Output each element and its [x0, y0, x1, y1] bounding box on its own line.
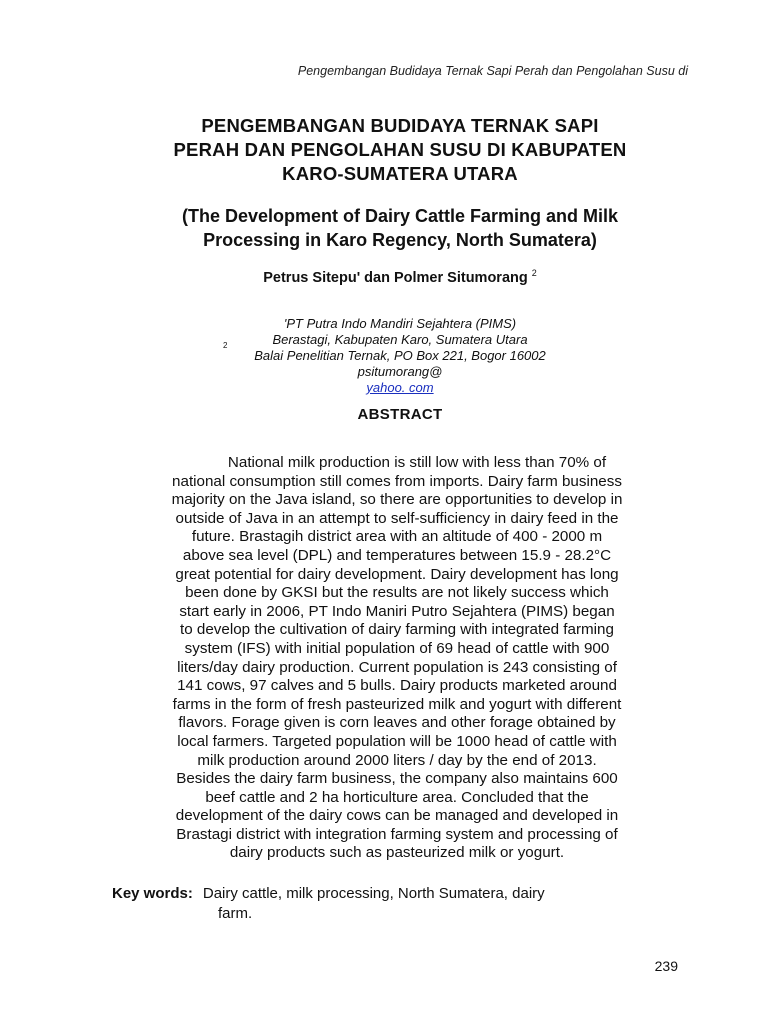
affiliation-line: 'PT Putra Indo Mandiri Sejahtera (PIMS): [283, 316, 517, 331]
abstract-line: Brastagi district with integration farming system and processing of: [176, 825, 618, 843]
email-domain-link[interactable]: yahoo. com: [366, 380, 434, 395]
abstract-line: been done by GKSI but the results are not likely success which: [185, 584, 609, 602]
abstract-line: system (IFS) with initial population of 69 head of cattle with 900: [184, 639, 610, 657]
keywords-text-continued: farm.: [218, 905, 253, 922]
abstract-heading: ABSTRACT: [357, 406, 443, 423]
running-header: Pengembangan Budidaya Ternak Sapi Perah dan Pengolahan Susu di: [297, 64, 688, 78]
abstract-line: liters/day dairy production. Current population is 243 consisting of: [177, 658, 617, 676]
author-email: [180, 364, 620, 396]
paper-title: [90, 114, 710, 186]
author-affiliation-marker: 2: [531, 268, 537, 278]
abstract-line: flavors. Forage given is corn leaves and other forage obtained by: [178, 714, 616, 732]
keywords-label: Key words:: [112, 885, 193, 902]
abstract-line: to develop the cultivation of dairy farming with integrated farming: [180, 621, 614, 639]
abstract-line: above sea level (DPL) and temperatures between 15.9 - 28.2°C: [182, 546, 612, 564]
abstract-body: [112, 454, 682, 863]
subtitle-line: (The Development of Dairy Cattle Farming and Milk: [181, 206, 619, 226]
affiliation-line: Berastagi, Kabupaten Karo, Sumatera Utara: [272, 332, 528, 347]
subtitle-line: Processing in Karo Regency, North Sumatera): [203, 230, 597, 250]
abstract-line: majority on the Java island, so there are opportunities to develop in: [171, 491, 623, 509]
abstract-line: Besides the dairy farm business, the company also maintains 600: [176, 770, 618, 788]
abstract-line: national consumption still comes from imports. Dairy farm business: [172, 472, 622, 490]
abstract-line: National milk production is still low with less than 70% of: [227, 454, 607, 471]
abstract-line: great potential for dairy development. Dairy development has long: [175, 565, 619, 583]
affiliations: [180, 316, 620, 396]
title-line: KARO-SUMATERA UTARA: [282, 163, 518, 184]
abstract-line: milk production around 2000 liters / day by the end of 2013.: [197, 751, 597, 769]
author-names: Petrus Sitepu' dan Polmer Situmorang: [263, 269, 528, 286]
keywords-text: Dairy cattle, milk processing, North Sumatera, dairy: [202, 885, 545, 902]
author-line: [100, 268, 700, 286]
keywords: [112, 884, 692, 924]
abstract-line: future. Brastagih district area with an altitude of 400 - 2000 m: [191, 528, 603, 546]
abstract-line: local farmers. Targeted population will be 1000 head of cattle with: [177, 732, 617, 750]
abstract-line: 141 cows, 97 calves and 5 bulls. Dairy products marketed around: [177, 677, 617, 695]
page-number: 239: [654, 958, 678, 974]
abstract-line: start early in 2006, PT Indo Maniri Putro Sejahtera (PIMS) began: [179, 602, 615, 620]
abstract-line: outside of Java in an attempt to self-sufficiency in dairy feed in the: [175, 509, 619, 527]
email-user: psitumorang@: [357, 364, 443, 379]
title-line: PERAH DAN PENGOLAHAN SUSU DI KABUPATEN: [173, 139, 627, 160]
paper-subtitle-english: [100, 204, 700, 252]
abstract-line: dairy products such as pasteurized milk or yogurt.: [229, 844, 565, 862]
abstract-line: farms in the form of fresh pasteurized milk and yogurt with different: [172, 695, 622, 713]
affiliation-marker: 2: [223, 341, 228, 350]
affiliation-line: Balai Penelitian Ternak, PO Box 221, Bogor 16002: [254, 348, 546, 363]
abstract-line: development of the dairy cows can be managed and developed in: [175, 807, 619, 825]
abstract-line: beef cattle and 2 ha horticulture area. Concluded that the: [205, 788, 589, 806]
title-line: PENGEMBANGAN BUDIDAYA TERNAK SAPI: [201, 115, 599, 136]
